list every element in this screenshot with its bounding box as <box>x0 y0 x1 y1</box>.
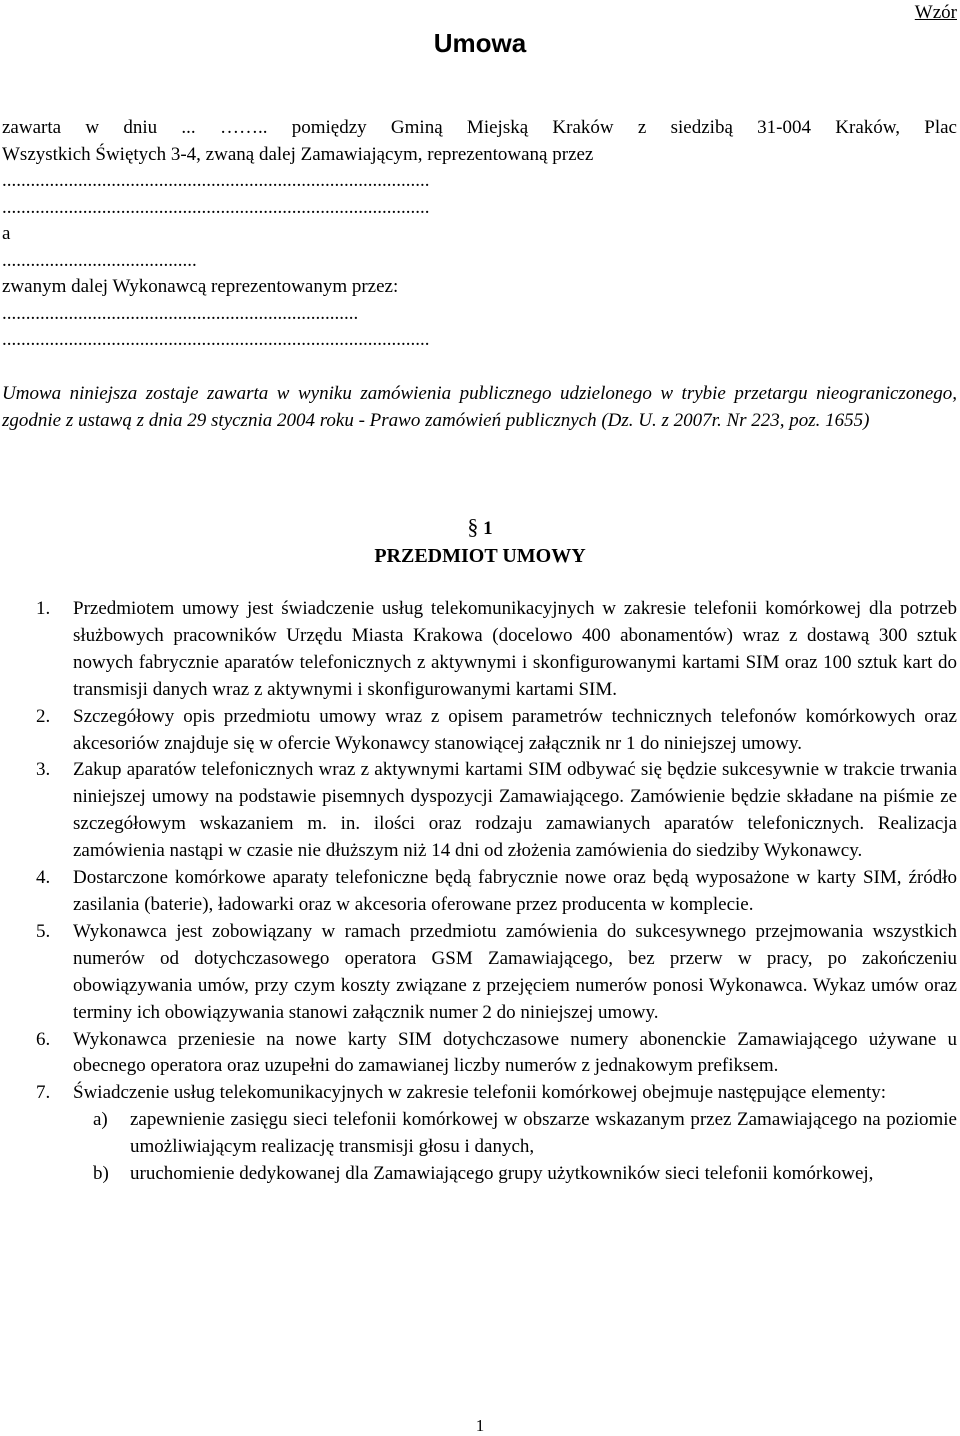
clause-text: Zakup aparatów telefonicznych wraz z aktywnymi kartami SIM odbywać się będzie sukcesywnie w trakcie trwania niniejszej umowy na podstawie pisemnych dyspozycji Zamawiającego. Zamówienie będzie składane na piśmie ze szczegółowym wskazaniem m. in. ilości oraz rodzaju zamawianych aparatów telefonicznych. Realizacja zamówienia nastąpi w czasie nie dłuższym niż 14 dni od złożenia zamówienia do siedziby Wykonawcy. <box>73 759 957 862</box>
clause-text: Wykonawca jest zobowiązany w ramach przedmiotu zamówienia do sukcesywnego przejmowania wszystkich numerów od dotychczasowego operatora GSM Zamawiającego, bez przerw w pracy, po zakończeniu obowiązywania umów, przy czym koszty związane z przejęciem numerów ponosi Wykonawca. Wykaz umów oraz terminy ich obowiązywania stanowi załącznik numer 2 do niniejszej umowy. <box>73 920 957 1023</box>
clause-number: 7. <box>36 1082 51 1104</box>
section-number-value: 1 <box>483 518 493 539</box>
subitem-text: zapewnienie zasięgu sieci telefonii komórkowej w obszarze wskazanym przez Zamawiającego na poziomie umożliwiającym realizację transmisji głosu i danych, <box>130 1109 957 1158</box>
clause-text: Szczegółowy opis przedmiotu umowy wraz z opisem parametrów technicznych telefonów komórkowych oraz akcesoriów znajduje się w ofercie Wykonawcy stanowiącej załącznik nr 1 do niniejszej umowy. <box>73 705 957 754</box>
header-line: a <box>2 223 11 244</box>
clause-subitems-list <box>73 1107 957 1188</box>
legal-basis-paragraph: Umowa niniejsza zostaje zawarta w wyniku zamówienia publicznego udzielonego w trybie przetargu nieograniczonego, zgodnie z ustawą z dnia 29 stycznia 2004 roku - Prawo zamówień publicznych (Dz. U. z 2007r. Nr 223, poz. 1655) <box>2 383 957 431</box>
page-number: 1 <box>475 1416 485 1435</box>
header-line: zawarta w dniu ... …….. pomiędzy Gminą Miejską Kraków z siedzibą 31-004 Kraków, Plac <box>2 117 957 138</box>
clause-text: Wykonawca przeniesie na nowe karty SIM dotychczasowe numery abonenckie Zamawiającego używane u obecnego operatora oraz uzupełni do zamawianej liczby numerów z jednakowym prefiksem. <box>73 1028 957 1077</box>
header-blank-line: .......................................................................................... <box>2 170 430 191</box>
clause-item <box>0 757 960 865</box>
clause-subitem <box>73 1161 957 1188</box>
subitem-text: uruchomienie dedykowanej dla Zamawiającego grupy użytkowników sieci telefonii komórkowej, <box>130 1163 874 1185</box>
document-title: Umowa <box>433 28 527 58</box>
subitem-letter: b) <box>93 1163 109 1185</box>
header-line: zwanym dalej Wykonawcą reprezentowanym przez: <box>2 276 399 297</box>
clause-number: 1. <box>36 598 51 619</box>
numbered-clauses-list <box>0 596 960 1188</box>
header-line: Wszystkich Świętych 3-4, zwaną dalej Zamawiającym, reprezentowaną przez <box>2 143 594 165</box>
subitem-letter: a) <box>93 1109 108 1131</box>
clause-item <box>0 596 960 704</box>
clause-number: 6. <box>36 1028 51 1050</box>
clause-item <box>0 919 960 1027</box>
template-label-link[interactable]: Wzór <box>914 2 957 23</box>
clause-number: 5. <box>36 920 51 942</box>
clause-number: 2. <box>36 705 51 727</box>
clause-item <box>0 865 960 919</box>
section-sign-symbol: § <box>467 514 479 539</box>
section-number <box>0 514 960 542</box>
clause-item <box>0 1027 960 1081</box>
clause-number: 3. <box>36 759 51 781</box>
header-blank-line: ......................................... <box>2 249 197 271</box>
header-blank-line: .......................................................................................... <box>2 196 430 218</box>
clause-item <box>0 704 960 758</box>
contract-parties-block <box>2 115 957 354</box>
section-title: PRZEDMIOT UMOWY <box>374 545 586 567</box>
clause-text: Świadczenie usług telekomunikacyjnych w zakresie telefonii komórkowej obejmuje następujące elementy: <box>73 1082 887 1104</box>
clause-number: 4. <box>36 867 51 889</box>
clause-subitem <box>73 1107 957 1161</box>
clause-item <box>0 1080 960 1188</box>
header-blank-line: ........................................................................... <box>2 302 359 324</box>
header-blank-line: .......................................................................................... <box>2 329 430 350</box>
clause-text: Dostarczone komórkowe aparaty telefoniczne będą fabrycznie nowe oraz będą wyposażone w karty SIM, źródło zasilania (baterie), ładowarki oraz w akcesoria oferowane przez producenta w komplecie. <box>73 867 957 915</box>
clause-text: Przedmiotem umowy jest świadczenie usług telekomunikacyjnych w zakresie telefonii komórkowej dla potrzeb służbowych pracowników Urzędu Miasta Krakowa (docelowo 400 abonamentów) wraz z dostawą 300 sztuk nowych fabrycznie aparatów telefonicznych z aktywnymi i skonfigurowanymi kartami SIM oraz 100 sztuk kart do transmisji danych wraz z aktywnymi i skonfigurowanymi kartami SIM. <box>73 598 957 700</box>
